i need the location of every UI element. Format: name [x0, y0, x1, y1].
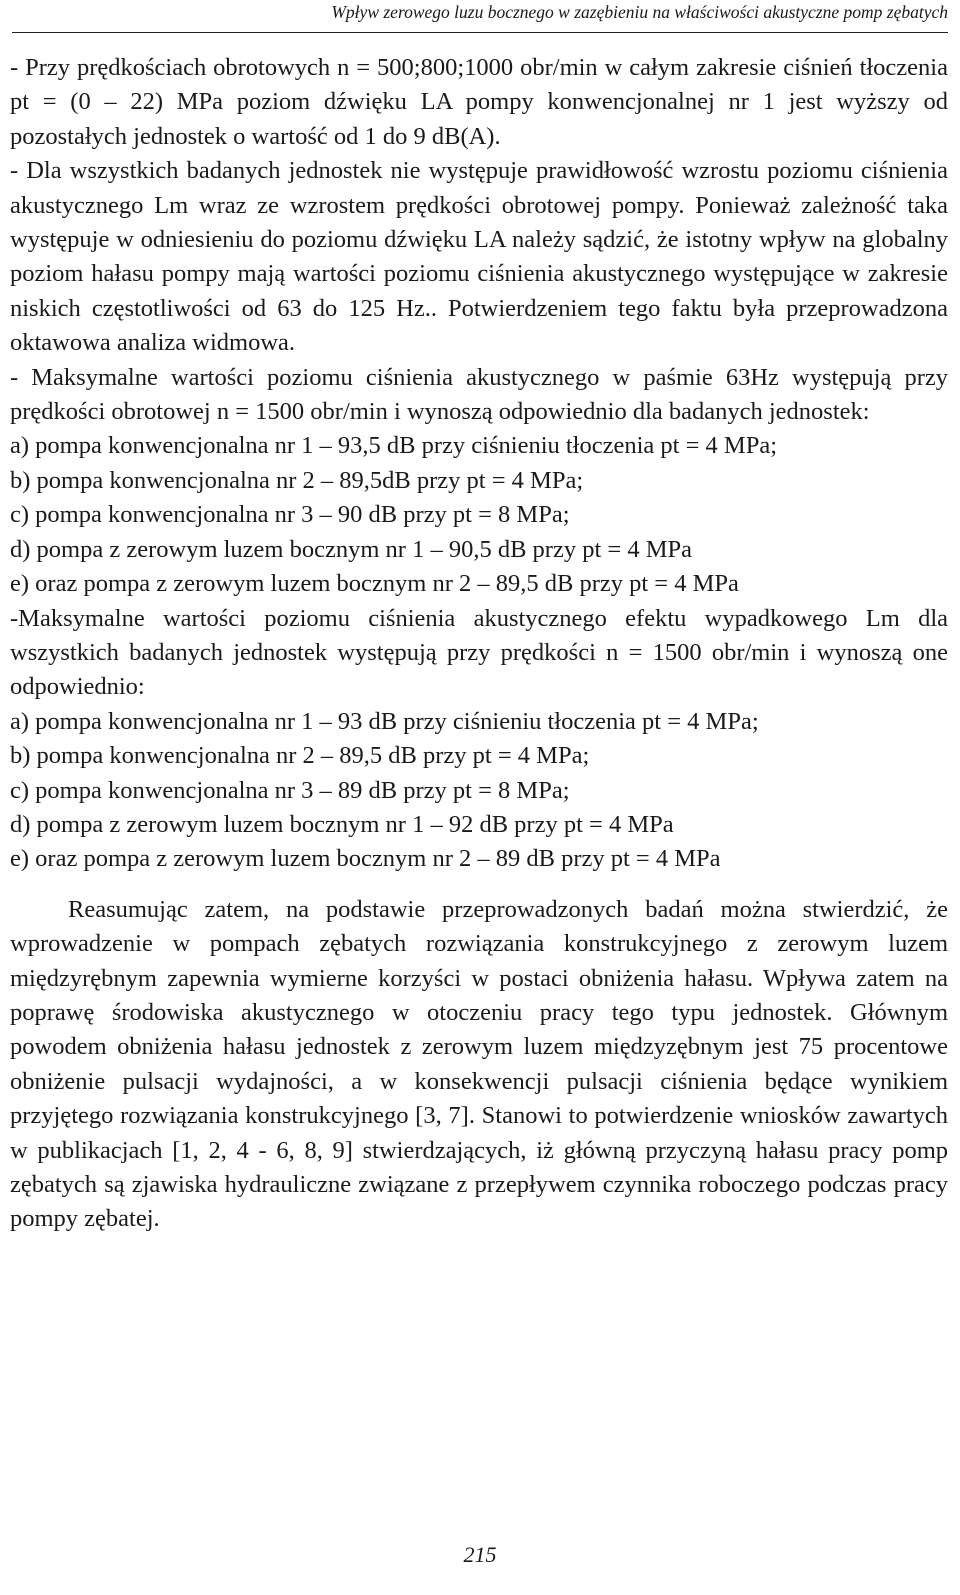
body-text: [10, 51, 948, 1237]
list-item: a) pompa konwencjonalna nr 1 – 93,5 dB przy ciśnieniu tłoczenia pt = 4 MPa;: [10, 432, 778, 460]
running-title: Wpływ zerowego luzu bocznego w zazębieniu na właściwości akustyczne pomp zębatych: [331, 2, 948, 22]
list-lm: [10, 705, 948, 877]
list-item: c) pompa konwencjonalna nr 3 – 89 dB przy pt = 8 MPa;: [10, 776, 570, 804]
list-item: c) pompa konwencjonalna nr 3 – 90 dB przy pt = 8 MPa;: [10, 501, 570, 529]
list-item: b) pompa konwencjonalna nr 2 – 89,5dB przy pt = 4 MPa;: [10, 466, 584, 494]
paragraph-2: - Dla wszystkich badanych jednostek nie występuje prawidłowość wzrostu poziomu ciśnienia akustycznego Lm wraz ze wzrostem prędkości obrotowej pompy. Ponieważ zależność taka występuje w odniesieniu do poziomu dźwięku LA należy sądzić, że istotny wpływ na globalny poziom hałasu pompy mają wartości poziomu ciśnienia akustycznego występujące w zakresie niskich częstotliwości od 63 do 125 Hz.. Potwierdzeniem tego faktu była przeprowadzona oktawowa analiza widmowa.: [10, 157, 948, 357]
list-item: a) pompa konwencjonalna nr 1 – 93 dB przy ciśnieniu tłoczenia pt = 4 MPa;: [10, 707, 759, 735]
list-item: e) oraz pompa z zerowym luzem bocznym nr 2 – 89 dB przy pt = 4 MPa: [10, 845, 721, 873]
list-item: d) pompa z zerowym luzem bocznym nr 1 – 90,5 dB przy pt = 4 MPa: [10, 535, 692, 563]
list-item: e) oraz pompa z zerowym luzem bocznym nr 2 – 89,5 dB przy pt = 4 MPa: [10, 570, 739, 598]
paragraph-conclusion: Reasumując zatem, na podstawie przeprowadzonych badań można stwierdzić, że wprowadzenie w pompach zębatych rozwiązania konstrukcyjnego z zerowym luzem międzyrębnym zapewnia wymierne korzyści w postaci obniżenia hałasu. Wpływa zatem na poprawę środowiska akustycznego w otoczeniu pracy tego typu jednostek. Głównym powodem obniżenia hałasu jednostek z zerowym luzem międzyzębnym jest 75 procentowe obniżenie pulsacji wydajności, a w konsekwencji pulsacji ciśnienia będące wynikiem przyjętego rozwiązania konstrukcyjnego [3, 7]. Stanowi to potwierdzenie wniosków zawartych w publikacjach [1, 2, 4 - 6, 8, 9] stwierdzających, iż główną przyczyną hałasu pracy pomp zębatych są zjawiska hydrauliczne związane z przepływem czynnika roboczego podczas pracy pompy zębatej.: [10, 895, 948, 1233]
page-number: 215: [463, 1542, 497, 1567]
list-63hz: [10, 429, 948, 601]
list-item: b) pompa konwencjonalna nr 2 – 89,5 dB przy pt = 4 MPa;: [10, 742, 590, 770]
running-header: [12, 0, 948, 33]
paragraph-4: -Maksymalne wartości poziomu ciśnienia akustycznego efektu wypadkowego Lm dla wszystkich badanych jednostek występują przy prędkości n = 1500 obr/min i wynoszą one odpowiednio:: [10, 604, 948, 701]
paragraph-gap: [10, 877, 948, 893]
paragraph-3: - Maksymalne wartości poziomu ciśnienia akustycznego w paśmie 63Hz występują przy prędkości obrotowej n = 1500 obr/min i wynoszą odpowiednio dla badanych jednostek:: [10, 363, 948, 426]
list-item: d) pompa z zerowym luzem bocznym nr 1 – 92 dB przy pt = 4 MPa: [10, 810, 674, 838]
paragraph-1: - Przy prędkościach obrotowych n = 500;800;1000 obr/min w całym zakresie ciśnień tłoczenia pt = (0 – 22) MPa poziom dźwięku LA pompy konwencjonalnej nr 1 jest wyższy od pozostałych jednostek o wartość od 1 do 9 dB(A).: [10, 54, 948, 150]
